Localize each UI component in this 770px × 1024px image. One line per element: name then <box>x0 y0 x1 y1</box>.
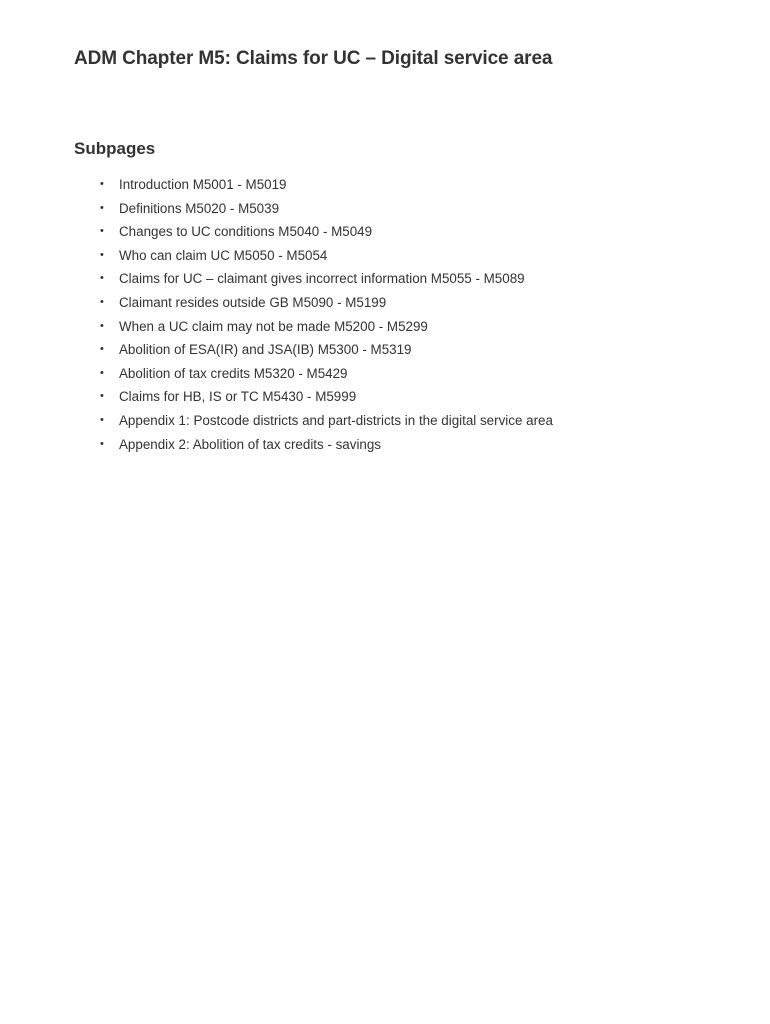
list-item <box>100 409 553 433</box>
bullet-icon: • <box>100 178 104 190</box>
list-item <box>100 315 553 339</box>
list-item <box>100 385 553 409</box>
bullet-icon: • <box>100 225 104 238</box>
subpage-link-abolition-esa-jsa[interactable]: Abolition of ESA(IR) and JSA(IB) M5300 - M5319 <box>119 342 412 358</box>
bullet-icon: • <box>100 248 104 261</box>
bullet-icon: • <box>100 390 104 403</box>
subpage-link-definitions[interactable]: Definitions M5020 - M5039 <box>119 200 280 216</box>
subpage-link-appendix-2[interactable]: Appendix 2: Abolition of tax credits - savings <box>119 436 382 452</box>
bullet-icon: • <box>100 366 104 379</box>
subpage-link-changes-to-uc-conditions[interactable]: Changes to UC conditions M5040 - M5049 <box>119 224 373 240</box>
bullet-icon: • <box>100 413 104 426</box>
list-item <box>100 433 553 457</box>
list-item <box>100 362 553 386</box>
subpage-link-incorrect-information[interactable]: Claims for UC – claimant gives incorrect information M5055 - M5089 <box>119 271 525 287</box>
bullet-icon: • <box>100 272 104 285</box>
subpage-link-abolition-tax-credits[interactable]: Abolition of tax credits M5320 - M5429 <box>119 365 348 381</box>
subpages-list <box>100 173 553 456</box>
bullet-icon: • <box>100 201 104 214</box>
list-item <box>100 244 553 268</box>
page-title: ADM Chapter M5: Claims for UC – Digital service area <box>74 48 553 69</box>
subpage-link-claim-may-not-be-made[interactable]: When a UC claim may not be made M5200 - M5299 <box>119 318 428 334</box>
bullet-icon: • <box>100 343 104 356</box>
list-item <box>100 267 553 291</box>
subpage-link-appendix-1[interactable]: Appendix 1: Postcode districts and part-districts in the digital service area <box>119 412 553 428</box>
subpage-link-introduction[interactable]: Introduction M5001 - M5019 <box>119 177 287 192</box>
subpage-link-who-can-claim-uc[interactable]: Who can claim UC M5050 - M5054 <box>119 247 328 263</box>
subpage-link-claims-hb-is-tc[interactable]: Claims for HB, IS or TC M5430 - M5999 <box>119 389 357 405</box>
list-item <box>100 173 553 197</box>
list-item <box>100 197 553 221</box>
list-item <box>100 338 553 362</box>
list-item <box>100 220 553 244</box>
bullet-icon: • <box>100 295 104 308</box>
subpage-link-resides-outside-gb[interactable]: Claimant resides outside GB M5090 - M5199 <box>119 294 387 310</box>
bullet-icon: • <box>100 437 104 450</box>
list-item <box>100 291 553 315</box>
subpages-heading: Subpages <box>74 139 156 158</box>
bullet-icon: • <box>100 319 104 332</box>
